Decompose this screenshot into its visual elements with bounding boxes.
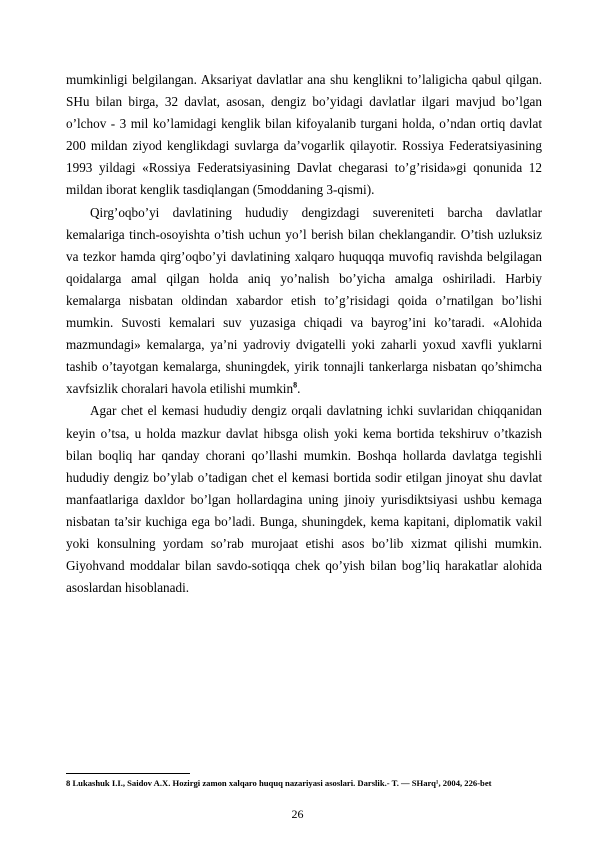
paragraph-3-text: Agar chet el kemasi hududiy dengiz orqali davlatning ichki suvlaridan chiqqanidan keyin o’tsa, u holda mazkur davlat hibsga olish yoki kema bortida tekshiruv o’tkazish bilan boqliq har qanday chorani qo’llashi mumkin. Boshqa hollarda davlatga tegishli hududiy dengiz bo’ylab o’tadigan chet el kemasi bortida sodir etilgan jinoyat shu davlat manfaatlariga daxldor bo’lgan hollardagina uning jinoiy yurisdiktsiyasi ushbu kemaga nisbatan ta’sir kuchiga ega bo’ladi. Bunga, shuningdek, kema kapitani, diplomatik vakil yoki konsulning yordam so’rab murojaat etishi asos bo’lib xizmat qilishi mumkin. Giyohvand moddalar bilan savdo-sotiqqa chek qo’yish bilan bog’liq harakatlar alohida asoslardan hisoblanadi. bbox=[66, 403, 542, 596]
paragraph-2-text: Qirg’oqbo’yi davlatining hududiy dengizdagi suvereniteti barcha davlatlar kemalariga tinch-osoyishta o’tish uchun yo’l berish bilan cheklangandir. O’tish uzluksiz va tezkor hamda qirg’oqbo’yi davlatining xalqaro huquqqa muvofiq ravishda belgilagan qoidalarga amal qilgan holda aniq yo’nalish bo’yicha amalga oshiriladi. Harbiy kemalarga nisbatan oldindan xabardor etish to’g’risidagi qoida o’rnatilgan bo’lishi mumkin. Suvosti kemalari suv yuzasiga chiqadi va bayrog’ini ko’taradi. «Alohida mazmundagi» kemalarga, ya’ni yadroviy dvigatelli yoki zaharli yoxud xavfli yuklarni tashib o’tayotgan kemalarga, shuningdek, yirik tonnajli tankerlarga nisbatan qo’shimcha xavfsizlik choralari havola etilishi mumkin bbox=[66, 204, 542, 397]
page-body bbox=[66, 69, 542, 599]
footnote bbox=[66, 778, 542, 789]
footnote-text: 8 Lukashuk I.I., Saidov A.X. Hozirgi zamon xalqaro huquq nazariyasi asoslari. Darslik.- T. — SHarq¹, 2004, 226-bet bbox=[66, 778, 492, 788]
paragraph-3 bbox=[66, 400, 542, 599]
paragraph-1-text: mumkinligi belgilangan. Aksariyat davlatlar ana shu kenglikni to’laligicha qabul qilgan. SHu bilan birga, 32 davlat, asosan, dengiz bo’yidagi davlatlar ilgari mavjud bo’lgan o’lchov - 3 mil ko’lamidagi kenglik bilan kifoyalanib turgani holda, o’ndan ortiq davlat 200 mildan ziyod kenglikdagi suvlarga da’vogarlik qilayotir. Rossiya Federatsiyasining 1993 yildagi «Rossiya Federatsiyasining Davlat chegarasi to’g’risida»gi qonunida 12 mildan iborat kenglik tasdiqlangan (5moddaning 3-qismi). bbox=[66, 72, 542, 198]
paragraph-2-end: . bbox=[297, 381, 301, 397]
page-number: 26 bbox=[291, 807, 304, 821]
footnote-separator bbox=[66, 773, 190, 774]
footnote-reference[interactable]: 8 bbox=[293, 380, 298, 390]
paragraph-2 bbox=[66, 202, 542, 401]
paragraph-1 bbox=[66, 69, 542, 202]
